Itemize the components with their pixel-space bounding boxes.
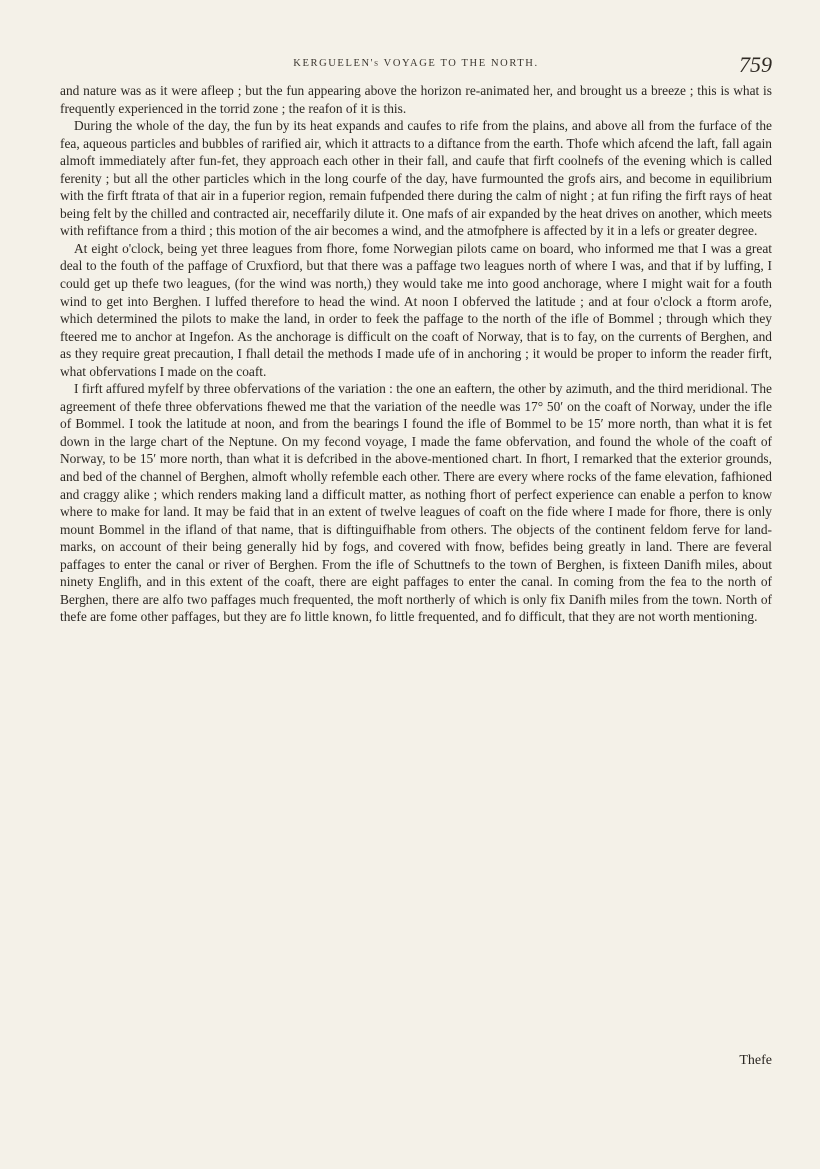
paragraph-3: At eight o'clock, being yet three leagues from fhore, fome Norwegian pilots came on board, who informed me that I was a great deal to the fouth of the paffage of Cruxfiord, but that there was a paffage two leagues north of where I was, and that if by luffing, I could get up thefe two leagues, (for the wind was north,) they would take me into good anchorage, where I might wait for a fouth wind to get into Berghen. I luffed therefore to head the wind. At noon I obferved the latitude ; and at four o'clock a ftorm arofe, which determined the pilots to make the land, in order to feek the paffage to the north of the ifle of Bommel ; through which they fteered me to anchor at Ingefon. As the anchorage is difficult on the coaft of Norway, that is to fay, on the currents of Berghen, and as they require great precaution, I fhall detail the methods I made ufe of in anchoring ; it would be proper to inform the reader firft, what obfervations I made on the coaft. bbox=[60, 240, 772, 379]
paragraph-1: and nature was as it were afleep ; but the fun appearing above the horizon re-animated her, and brought us a breeze ; this is what is frequently experienced in the torrid zone ; the reafon of it is this. bbox=[60, 83, 772, 116]
paragraph-4: I firft affured myfelf by three obfervations of the variation : the one an eaftern, the other by azimuth, and the third meridional. The agreement of thefe three obfervations fhewed me that the variation of the needle was 17° 50′ on the coaft of Norway, under the ifle of Bommel. I took the latitude at noon, and from the bearings I found the ifle of Bommel to be 15′ more north, than what it is fet down in the large chart of the Neptune. On my fecond voyage, I made the fame obfervation, and found the whole of the coaft of Norway, to be 15′ more north, than what it is defcribed in the above-mentioned chart. In fhort, I remarked that the exterior grounds, and bed of the channel of Berghen, almoft wholly refemble each other. There are every where rocks of the fame elevation, fafhioned and craggy alike ; which renders making land a difficult matter, as nothing fhort of perfect experience can enable a perfon to know where to make for land. It may be faid that in an extent of twelve leagues of coaft on the fide where I made for fhore, there is only mount Bommel in the ifland of that name, that is diftinguifhable from others. The objects of the continent feldom ferve for land-marks, on account of their being generally hid by fogs, and covered with fnow, befides being greatly in land. There are feveral paffages to enter the canal or river of Berghen. From the ifle of Schuttnefs to the town of Berghen, is fixteen Danifh miles, about ninety Englifh, and in this extent of the coaft, there are eight paffages to enter the canal. In coming from the fea to the north of Berghen, there are alfo two paffages much frequented, the moft northerly of which is only fix Danifh miles from the town. North of thefe are fome other paffages, but they are fo little known, fo little frequented, and fo difficult, that they are not worth mentioning. bbox=[60, 381, 772, 625]
page-header bbox=[60, 54, 772, 84]
body-text bbox=[60, 82, 772, 626]
running-head: KERGUELEN's VOYAGE TO THE NORTH. bbox=[293, 58, 539, 69]
catchword: Thefe bbox=[739, 1053, 772, 1068]
page-number: 759 bbox=[739, 52, 772, 77]
paragraph-2: During the whole of the day, the fun by its heat expands and caufes to rife from the plains, and above all from the furface of the fea, aqueous particles and bubbles of rarified air, which it attracts to a diftance from the earth. Thofe which afcend the laft, fall again almoft immediately after fun-fet, they approach each other in their fall, and caufe that firft coolnefs of the evening which is called ferenity ; but all the other particles which in the long courfe of the day, have furmounted the grofs airs, and become in equilibrium with the firft ftrata of that air in a fuperior region, remain fufpended there during the calm of night ; at fun rifing the firft rays of heat being felt by the chilled and contracted air, neceffarily dilute it. One mafs of air expanded by the heat drives on another, which meets with refiftance from a third ; this motion of the air becomes a wind, and the atmofphere is affected by it in a lefs or greater degree. bbox=[60, 118, 772, 239]
